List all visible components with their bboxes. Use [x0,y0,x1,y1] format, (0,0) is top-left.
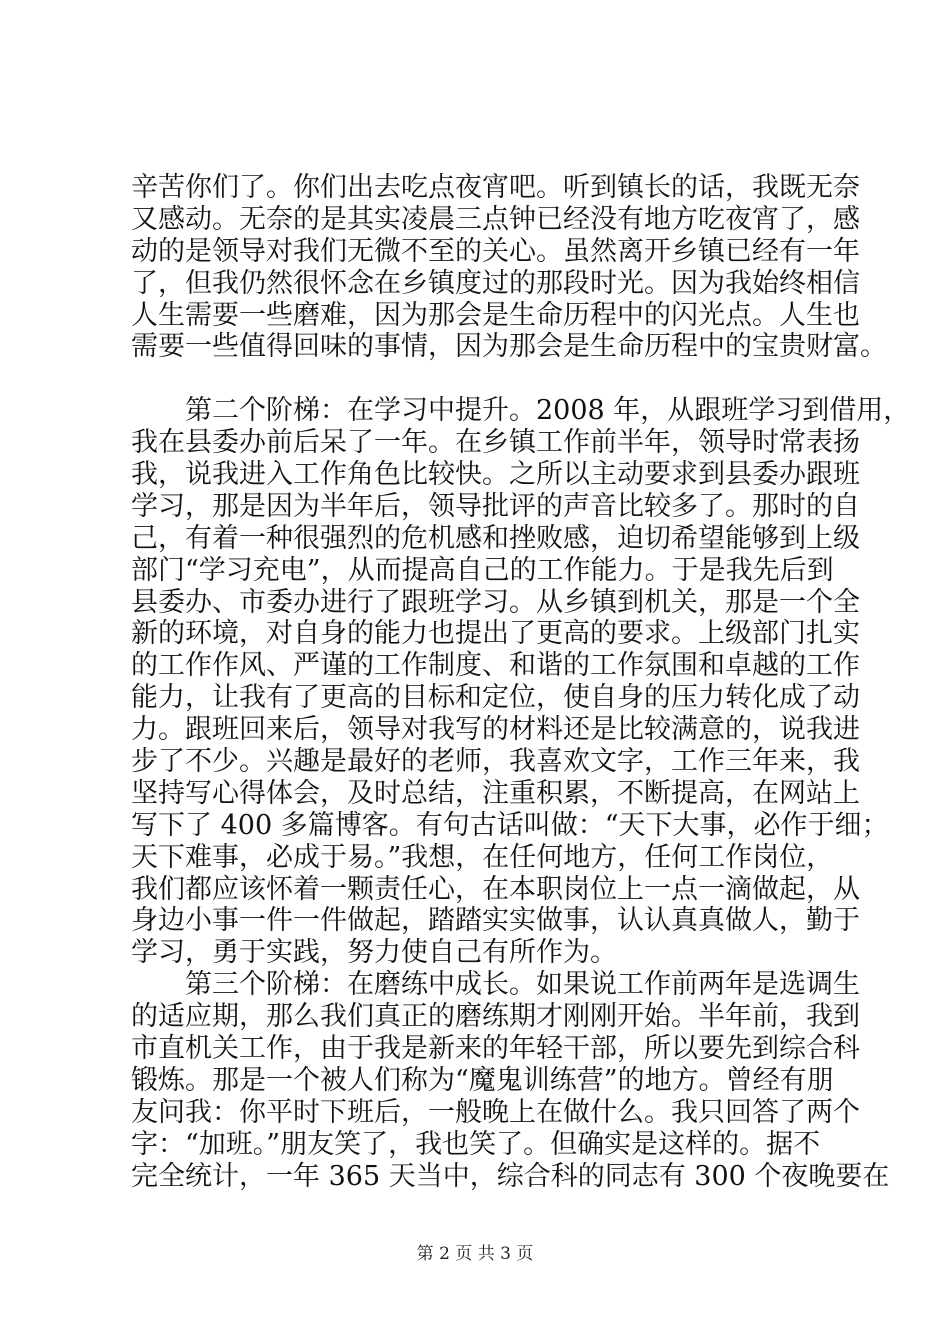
paragraph-2 [131,395,911,969]
text-line: 市直机关工作，由于我是新来的年轻干部，所以要先到综合科 [131,1033,860,1065]
text-line: 学习，勇于实践，努力使自己有所作为。 [131,937,617,969]
paragraph-1 [131,172,887,363]
text-line: 学习，那是因为半年后，领导批评的声音比较多了。那时的自 [131,490,860,522]
text-line: 了，但我仍然很怀念在乡镇度过的那段时光。因为我始终相信 [131,267,860,299]
text-line: 的工作作风、严谨的工作制度、和谐的工作氛围和卓越的工作 [131,650,860,682]
paragraph-3 [131,969,890,1192]
text-line: 部门“学习充电”，从而提高自己的工作能力。于是我先后到 [131,554,834,586]
text-line: 锻炼。那是一个被人们称为“魔鬼训练营”的地方。曾经有朋 [131,1064,834,1096]
text-line: 步了不少。兴趣是最好的老师，我喜欢文字，工作三年来，我 [131,746,860,778]
text-line: 新的环境，对自身的能力也提出了更高的要求。上级部门扎实 [131,618,860,650]
text-line: 县委办、市委办进行了跟班学习。从乡镇到机关，那是一个全 [131,586,860,618]
text-line: 力。跟班回来后，领导对我写的材料还是比较满意的，说我进 [131,714,860,746]
text-line: 我们都应该怀着一颗责任心，在本职岗位上一点一滴做起，从 [131,873,860,905]
text-line: 我在县委办前后呆了一年。在乡镇工作前半年，领导时常表扬 [131,427,860,459]
text-line: 字：“加班。”朋友笑了，我也笑了。但确实是这样的。据不 [131,1128,821,1160]
text-line: 的适应期，那么我们真正的磨练期才刚刚开始。半年前，我到 [131,1001,860,1033]
text-line: 又感动。无奈的是其实凌晨三点钟已经没有地方吃夜宵了，感 [131,203,860,235]
text-line: 写下了 400 多篇博客。有句古话叫做：“天下大事，必作于细； [131,809,889,841]
text-line: 身边小事一件一件做起，踏踏实实做事，认认真真做人，勤于 [131,905,860,937]
text-line: 第三个阶梯：在磨练中成长。如果说工作前两年是选调生 [131,969,860,1001]
text-line: 天下难事，必成于易。”我想，在任何地方，任何工作岗位， [131,841,834,873]
text-line: 第二个阶梯：在学习中提升。2008 年，从跟班学习到借用， [131,395,911,427]
text-line: 人生需要一些磨难，因为那会是生命历程中的闪光点。人生也 [131,299,860,331]
text-line: 我，说我进入工作角色比较快。之所以主动要求到县委办跟班 [131,459,860,491]
text-line: 己，有着一种很强烈的危机感和挫败感，迫切希望能够到上级 [131,522,860,554]
text-line: 坚持写心得体会，及时总结，注重积累，不断提高，在网站上 [131,777,860,809]
page-number-footer: 第 2 页 共 3 页 [416,1244,534,1264]
document-body [131,172,911,1193]
text-line: 动的是领导对我们无微不至的关心。虽然离开乡镇已经有一年 [131,235,860,267]
text-line: 需要一些值得回味的事情，因为那会是生命历程中的宝贵财富。 [131,331,887,363]
text-line: 能力，让我有了更高的目标和定位，使自身的压力转化成了动 [131,682,860,714]
text-line: 辛苦你们了。你们出去吃点夜宵吧。听到镇长的话，我既无奈 [131,172,860,203]
text-line: 完全统计，一年 365 天当中，综合科的同志有 300 个夜晚要在 [131,1160,890,1192]
text-line: 友问我：你平时下班后，一般晚上在做什么。我只回答了两个 [131,1096,860,1128]
paragraph-spacer [131,363,831,395]
